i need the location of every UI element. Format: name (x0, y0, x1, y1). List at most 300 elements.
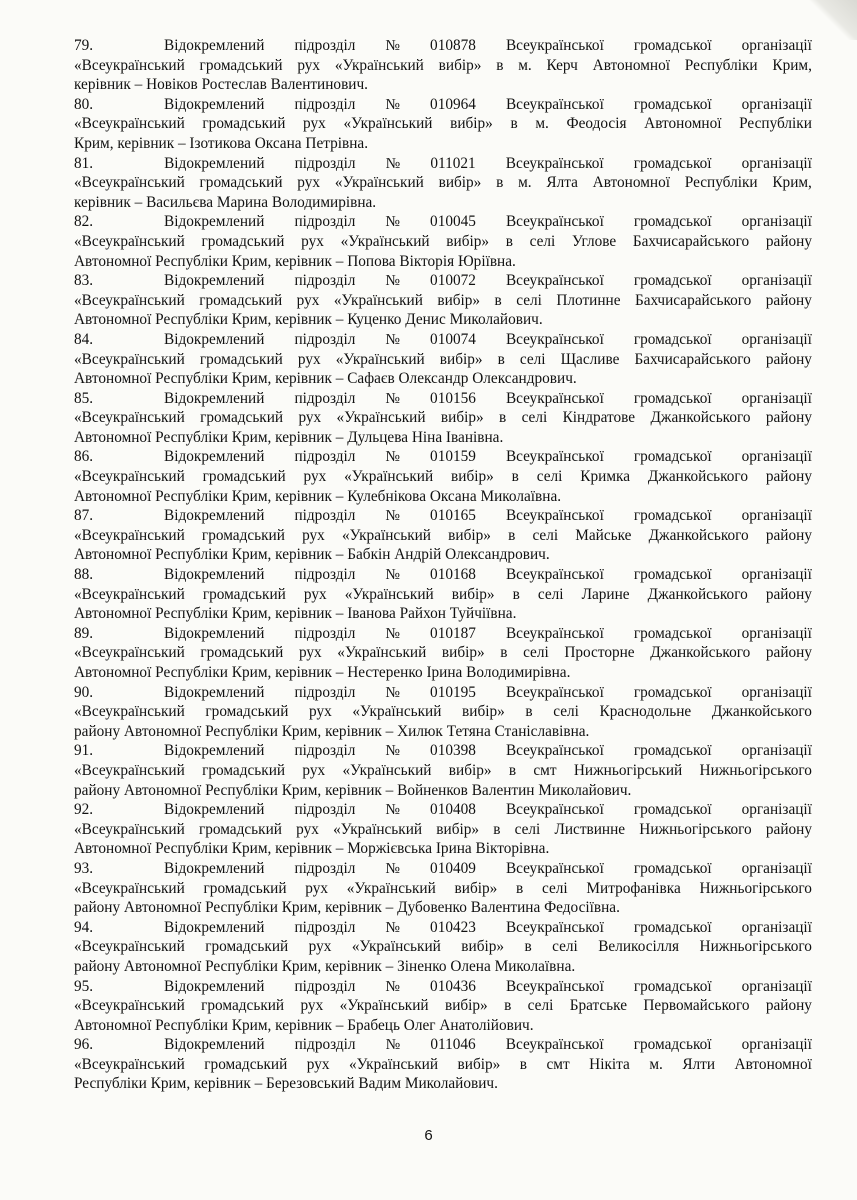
body-word: Кримка (580, 468, 631, 486)
entry-body-line (74, 232, 812, 252)
body-word: рух (302, 526, 325, 544)
intro-word: підрозділ (294, 1036, 356, 1054)
list-item (74, 95, 812, 154)
body-word: Листвинне (554, 820, 626, 838)
body-word: громадський (205, 938, 289, 956)
intro-word: підрозділ (294, 154, 356, 172)
body-word: м. (518, 56, 532, 74)
body-word: рух (308, 938, 332, 956)
entry-last-line: Автономної Республіки Крим, керівник – Сафаєв Олександр Олександрович. (74, 370, 577, 388)
body-word: рух (298, 409, 322, 427)
body-word: «Всеукраїнський (74, 997, 185, 1015)
entry-code: 010074 (430, 330, 476, 348)
intro-word: підрозділ (294, 272, 356, 290)
body-word: «Всеукраїнський (74, 350, 185, 368)
body-word: вибір» (438, 174, 482, 192)
entry-code: 010072 (430, 272, 476, 290)
body-word: Майське (575, 526, 632, 544)
number-sign: № (385, 801, 401, 819)
list-item (74, 447, 812, 506)
org-word: організації (741, 1036, 812, 1054)
body-word: в (524, 938, 532, 956)
intro-word: підрозділ (294, 448, 356, 466)
entry-number: 87. (74, 507, 94, 525)
body-word: вибір» (436, 820, 480, 838)
entry-heading-line (74, 212, 812, 232)
entry-code: 010964 (430, 95, 476, 113)
org-word: громадської (633, 448, 712, 466)
entry-body-line (74, 350, 812, 370)
body-word: «Український (334, 56, 424, 74)
body-word: вибір» (444, 997, 488, 1015)
org-word: організації (741, 859, 812, 877)
body-word: Автономної (592, 56, 670, 74)
org-word: Всеукраїнської (505, 37, 604, 54)
entry-number: 82. (74, 213, 94, 231)
entry-heading-line (74, 154, 812, 174)
list-item (74, 212, 812, 271)
body-word: рух (297, 350, 321, 368)
body-word: громадський (202, 761, 286, 779)
intro-word: Відокремлений (164, 859, 265, 877)
org-word: організації (741, 95, 812, 113)
list-item (74, 506, 812, 565)
intro-word: підрозділ (294, 918, 356, 936)
body-word: Феодосія (566, 115, 627, 133)
body-word: «Український (352, 703, 442, 721)
intro-word: Відокремлений (164, 1036, 265, 1054)
body-word: рух (302, 761, 326, 779)
entry-heading-line (74, 800, 812, 820)
intro-word: Відокремлений (164, 624, 265, 642)
intro-word: підрозділ (294, 330, 356, 348)
body-word: громадський (200, 644, 284, 662)
entry-heading-line (74, 859, 812, 879)
body-word: «Всеукраїнський (74, 409, 185, 427)
body-word: в (512, 585, 520, 603)
entry-code: 010156 (430, 389, 476, 407)
body-word: Краснодольне (599, 703, 692, 721)
entry-last-line: Автономної Республіки Крим, керівник – Кулебнікова Оксана Миколаївна. (74, 487, 562, 505)
org-word: організації (741, 154, 812, 172)
list-item (74, 977, 812, 1036)
body-word: м. (649, 1055, 663, 1073)
entry-code: 010436 (430, 977, 476, 995)
body-word: рух (300, 997, 324, 1015)
entry-body-line (74, 643, 812, 663)
body-word: Бахчисарайського (634, 291, 752, 309)
entry-last-line: району Автономної Республіки Крим, керівник – Зіненко Олена Миколаївна. (74, 957, 576, 975)
body-word: Джанкойського (647, 468, 748, 486)
body-word: селі (552, 938, 578, 956)
entry-body-line (74, 702, 812, 722)
body-word: Нижньогірський (573, 761, 683, 779)
body-word: Джанкойського (650, 409, 751, 427)
intro-word: підрозділ (294, 859, 356, 877)
body-word: в (497, 350, 505, 368)
entry-heading-line (74, 36, 812, 56)
entry-heading-line (74, 918, 812, 938)
entry-heading-line (74, 389, 812, 409)
number-sign: № (385, 389, 401, 407)
body-word: громадський (205, 703, 289, 721)
body-word: «Український (344, 585, 434, 603)
number-sign: № (385, 977, 401, 995)
list-item (74, 1035, 812, 1094)
org-word: організації (741, 389, 812, 407)
body-word: Бахчисарайського (632, 232, 750, 250)
entry-body-line (74, 467, 812, 487)
body-word: району (765, 526, 812, 544)
body-word: вибір» (437, 291, 481, 309)
body-word: рух (296, 820, 319, 838)
body-word: Нікіта (589, 1055, 630, 1073)
org-word: громадської (633, 742, 712, 760)
body-word: смт (533, 761, 557, 779)
body-word: «Український (343, 115, 433, 133)
list-item (74, 741, 812, 800)
body-word: Республіки (684, 174, 758, 192)
body-word: Нижньогірського (699, 938, 812, 956)
body-word: в (493, 820, 501, 838)
body-word: «Всеукраїнський (74, 1055, 185, 1073)
body-word: «Всеукраїнський (74, 703, 185, 721)
intro-word: підрозділ (294, 37, 356, 54)
body-word: рух (303, 468, 327, 486)
entry-last-line: Республіки Крим, керівник – Березовський Вадим Миколайович. (74, 1075, 498, 1093)
body-word: в (504, 997, 512, 1015)
body-word: рух (303, 115, 326, 133)
body-word: селі (514, 820, 541, 838)
entry-last-line: району Автономної Республіки Крим, керівник – Хилюк Тетяна Станіславівна. (74, 722, 590, 740)
org-word: громадської (633, 389, 712, 407)
body-word: громадський (204, 1055, 288, 1073)
entry-body-line (74, 820, 812, 840)
list-item (74, 154, 812, 213)
body-word: громадський (201, 526, 285, 544)
intro-word: Відокремлений (164, 566, 265, 584)
entry-body-line (74, 761, 812, 781)
entry-last-line: Крим, керівник – Ізотикова Оксана Петрівна. (74, 134, 369, 152)
org-word: громадської (633, 37, 712, 54)
intro-word: Відокремлений (164, 742, 265, 760)
body-word: «Всеукраїнський (74, 585, 185, 603)
body-word: селі (516, 291, 542, 309)
entry-last-line: Автономної Республіки Крим, керівник – Брабець Олег Анатолійович. (74, 1016, 534, 1034)
org-word: організації (741, 37, 812, 54)
intro-word: підрозділ (294, 683, 356, 701)
body-word: м. (535, 115, 549, 133)
intro-word: підрозділ (294, 389, 356, 407)
intro-word: Відокремлений (164, 37, 265, 54)
entry-heading-line (74, 271, 812, 291)
number-sign: № (385, 566, 401, 584)
org-word: громадської (633, 683, 712, 701)
body-word: громадський (199, 291, 283, 309)
body-word: «Всеукраїнський (74, 526, 185, 544)
intro-word: підрозділ (294, 624, 356, 642)
intro-word: підрозділ (294, 95, 356, 113)
entry-heading-line (74, 977, 812, 997)
body-word: вибір» (462, 703, 505, 721)
list-item (74, 918, 812, 977)
body-word: в (516, 879, 524, 897)
body-word: рух (306, 1055, 330, 1073)
body-word: вибір» (438, 56, 482, 74)
number-sign: № (385, 918, 401, 936)
body-word: району (765, 644, 812, 662)
body-word: в (505, 232, 513, 250)
org-word: громадської (633, 624, 712, 642)
intro-word: Відокремлений (164, 389, 265, 407)
body-word: м. (518, 174, 532, 192)
body-word: в (494, 291, 502, 309)
intro-word: підрозділ (294, 977, 356, 995)
body-word: «Всеукраїнський (74, 468, 185, 486)
org-word: організації (741, 330, 812, 348)
body-word: «Всеукраїнський (74, 174, 185, 192)
intro-word: Відокремлений (164, 683, 265, 701)
entry-last-line: керівник – Васильєва Марина Володимирівна. (74, 193, 377, 211)
body-word: Просторне (564, 644, 635, 662)
body-word: селі (532, 526, 559, 544)
list-item (74, 389, 812, 448)
entry-last-line: Автономної Республіки Крим, керівник – Нестеренко Ірина Володимирівна. (74, 664, 571, 681)
body-word: «Український (337, 644, 427, 662)
entry-number: 96. (74, 1036, 94, 1054)
org-word: організації (741, 566, 812, 584)
body-word: «Український (336, 409, 426, 427)
entry-code: 011021 (430, 154, 476, 172)
body-word: «Український (349, 1055, 439, 1073)
body-word: вибір» (439, 350, 483, 368)
body-word: селі (553, 703, 579, 721)
number-sign: № (385, 272, 401, 290)
entry-body-line (74, 56, 812, 76)
entry-code: 010409 (430, 859, 476, 877)
number-sign: № (385, 154, 401, 172)
entry-code: 010195 (430, 683, 476, 701)
body-word: вибір» (450, 115, 493, 133)
number-sign: № (385, 624, 401, 642)
body-word: Кіндратове (562, 409, 636, 427)
body-word: «Всеукраїнський (74, 820, 185, 838)
body-word: району (765, 997, 812, 1015)
body-word: Крим, (772, 56, 812, 74)
entry-last-line: Автономної Республіки Крим, керівник – Бабкін Андрій Олександрович. (74, 546, 550, 564)
entry-number: 92. (74, 801, 94, 819)
number-sign: № (385, 859, 401, 877)
page-fold-shadow (809, 0, 857, 40)
body-word: Углове (571, 232, 617, 250)
entry-body-line (74, 996, 812, 1016)
body-word: смт (546, 1055, 570, 1073)
intro-word: Відокремлений (164, 272, 265, 290)
body-word: рух (303, 585, 327, 603)
body-word: селі (523, 644, 549, 662)
body-word: селі (527, 997, 554, 1015)
entry-body-line (74, 937, 812, 957)
body-word: Плотинне (556, 291, 621, 309)
org-word: Всеукраїнської (505, 624, 604, 642)
body-word: Братське (569, 997, 627, 1015)
org-word: Всеукраїнської (505, 1036, 604, 1054)
body-word: району (765, 409, 812, 427)
body-word: Щасливе (560, 350, 620, 368)
body-word: в (525, 703, 533, 721)
body-word: в (510, 115, 518, 133)
intro-word: Відокремлений (164, 95, 265, 113)
entry-code: 010165 (430, 507, 476, 525)
body-word: в (511, 468, 519, 486)
body-word: селі (529, 232, 556, 250)
entry-code: 010423 (430, 918, 476, 936)
body-word: Митрофанівка (586, 879, 681, 897)
org-word: громадської (633, 1036, 712, 1054)
entry-heading-line (74, 624, 812, 644)
intro-word: Відокремлений (164, 977, 265, 995)
number-sign: № (385, 507, 401, 525)
intro-word: підрозділ (294, 801, 356, 819)
org-word: організації (741, 977, 812, 995)
body-word: селі (537, 585, 564, 603)
intro-word: Відокремлений (164, 154, 265, 172)
body-word: селі (536, 468, 563, 486)
body-word: «Український (340, 232, 430, 250)
body-word: «Всеукраїнський (74, 56, 185, 74)
entry-number: 91. (74, 742, 94, 760)
body-word: рух (305, 879, 329, 897)
body-word: Республіки (739, 115, 812, 133)
list-item (74, 800, 812, 859)
entry-body-line (74, 526, 812, 546)
body-word: Бахчисарайського (634, 350, 751, 368)
body-word: громадський (199, 350, 283, 368)
org-word: Всеукраїнської (505, 448, 604, 466)
body-word: Нижньогірського (639, 820, 752, 838)
number-sign: № (385, 1036, 401, 1054)
entry-number: 83. (74, 272, 94, 290)
body-word: вибір» (451, 585, 495, 603)
body-word: Ялти (682, 1055, 716, 1073)
org-word: громадської (633, 272, 712, 290)
body-word: Автономної (592, 174, 670, 192)
org-word: організації (741, 683, 812, 701)
entry-number: 85. (74, 389, 94, 407)
body-word: «Український (333, 820, 423, 838)
body-word: Джанкойського (647, 585, 748, 603)
number-sign: № (385, 330, 401, 348)
entry-number: 95. (74, 977, 94, 995)
org-word: громадської (633, 801, 712, 819)
body-word: рух (296, 291, 320, 309)
org-word: Всеукраїнської (505, 272, 604, 290)
entry-heading-line (74, 741, 812, 761)
org-word: громадської (633, 977, 712, 995)
body-word: вибір» (448, 761, 492, 779)
body-word: «Всеукраїнський (74, 232, 185, 250)
number-sign: № (385, 213, 401, 231)
org-word: Всеукраїнської (505, 154, 604, 172)
body-word: в (508, 761, 517, 779)
entry-number: 90. (74, 683, 94, 701)
intro-word: підрозділ (294, 507, 356, 525)
entry-heading-line (74, 330, 812, 350)
body-word: Ларине (581, 585, 630, 603)
body-word: вибір» (440, 409, 484, 427)
org-word: організації (741, 272, 812, 290)
body-word: «Всеукраїнський (74, 644, 185, 662)
body-word: району (765, 232, 812, 250)
org-word: громадської (633, 507, 712, 525)
body-word: Автономної (734, 1055, 812, 1073)
body-word: рух (301, 232, 324, 250)
body-word: «Український (334, 174, 424, 192)
org-word: організації (741, 918, 812, 936)
org-word: Всеукраїнської (505, 330, 604, 348)
entry-body-line (74, 879, 812, 899)
list-item (74, 36, 812, 95)
body-word: в (499, 409, 507, 427)
body-word: району (765, 350, 812, 368)
number-sign: № (385, 742, 401, 760)
body-word: селі (519, 350, 546, 368)
number-sign: № (385, 95, 401, 113)
list-item (74, 683, 812, 742)
org-word: Всеукраїнської (505, 213, 604, 231)
entry-body-line (74, 408, 812, 428)
entry-last-line: Автономної Республіки Крим, керівник – Попова Вікторія Юріївна. (74, 252, 516, 270)
body-word: вибір» (451, 468, 494, 486)
entry-heading-line (74, 95, 812, 115)
body-word: селі (521, 409, 548, 427)
body-word: рух (297, 174, 321, 192)
org-word: Всеукраїнської (505, 95, 604, 113)
org-word: організації (741, 742, 812, 760)
body-word: «Всеукраїнський (74, 938, 185, 956)
entry-last-line: Автономної Республіки Крим, керівник – Іванова Райхон Туйчіївна. (74, 605, 517, 623)
entry-code: 010159 (430, 448, 476, 466)
entry-code: 010187 (430, 624, 476, 642)
entry-number: 79. (74, 37, 94, 54)
entry-code: 010045 (430, 213, 476, 231)
entry-last-line: Автономної Республіки Крим, керівник – Куценко Денис Миколайович. (74, 311, 543, 329)
body-word: Великосілля (598, 938, 680, 956)
body-word: «Всеукраїнський (74, 761, 185, 779)
org-word: Всеукраїнської (505, 742, 604, 760)
entry-number: 89. (74, 624, 94, 642)
org-word: Всеукраїнської (505, 683, 604, 701)
entry-body-line (74, 291, 812, 311)
entry-number: 81. (74, 154, 94, 172)
body-word: громадський (198, 820, 282, 838)
number-sign: № (385, 683, 401, 701)
intro-word: підрозділ (294, 742, 356, 760)
entry-last-line: району Автономної Республіки Крим, керівник – Дубовенко Валентина Федосіївна. (74, 899, 620, 917)
body-word: району (765, 585, 812, 603)
body-word: в (519, 1055, 528, 1073)
body-word: «Всеукраїнський (74, 291, 185, 309)
entry-heading-line (74, 506, 812, 526)
entry-code: 010408 (430, 801, 476, 819)
org-word: громадської (633, 859, 712, 877)
list-item (74, 271, 812, 330)
body-word: Ялта (546, 174, 578, 192)
body-word: Автономної (644, 115, 722, 133)
entry-number: 94. (74, 918, 94, 936)
body-word: «Український (339, 997, 429, 1015)
list-item (74, 330, 812, 389)
